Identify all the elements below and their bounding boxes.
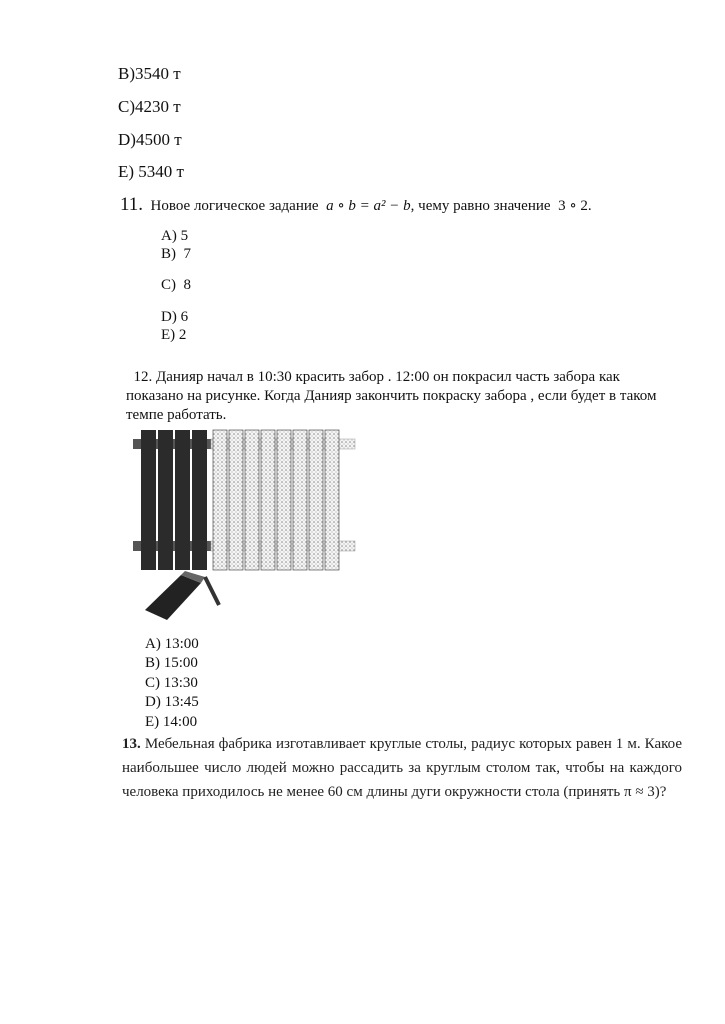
q11-option-a: A) 5: [161, 228, 189, 244]
q12-option-c: C) 13:30: [145, 675, 198, 691]
q11-formula: a ∘ b = a² − b: [326, 198, 411, 214]
q12-number: 12.: [133, 369, 153, 385]
q11-option-b: B) 7: [161, 246, 191, 262]
fence-illustration: [133, 425, 363, 630]
q11-number: 11.: [120, 194, 144, 215]
q10-option-b: B)3540 т: [118, 64, 181, 83]
q11-statement: 11. Новое логическое задание a ∘ b = a² − b, чему равно значение 3 ∘ 2.: [120, 194, 592, 215]
q12-option-b: B) 15:00: [145, 655, 198, 671]
q11-option-d: D) 6: [161, 309, 189, 325]
q10-option-d: D)4500 т: [118, 130, 182, 149]
q12-option-d: D) 13:45: [145, 694, 199, 710]
q11-option-e: E) 2: [161, 327, 187, 343]
q11-text-before: Новое логическое задание: [150, 198, 319, 214]
paint-brush-icon: [145, 571, 219, 620]
q11-expression: 3 ∘ 2: [558, 198, 588, 214]
q12-text: Данияр начал в 10:30 красить забор . 12:00 он покрасил часть забора как показано на рисунке. Когда Данияр закончить покраску забора , если будет в таком темпе работать.: [126, 369, 657, 423]
q12-option-e: E) 14:00: [145, 714, 198, 730]
q12-option-a: A) 13:00: [145, 636, 199, 652]
q11-option-c: C) 8: [161, 277, 191, 293]
q13-text: Мебельная фабрика изготавливает круглые столы, радиус которых равен 1 м. Какое наибольшее число людей можно рассадить за круглым столом так, чтобы на каждого человека приходилось не менее 60 см длины дуги окружности стола (принять π ≈ 3)?: [122, 736, 682, 800]
q12-statement: [126, 368, 666, 425]
q13-number: 13.: [122, 736, 141, 752]
q11-text-after: , чему равно значение: [410, 198, 551, 214]
q10-option-c: C)4230 т: [118, 97, 181, 116]
q13-statement: [122, 732, 682, 804]
q10-option-e: E) 5340 т: [118, 162, 184, 181]
